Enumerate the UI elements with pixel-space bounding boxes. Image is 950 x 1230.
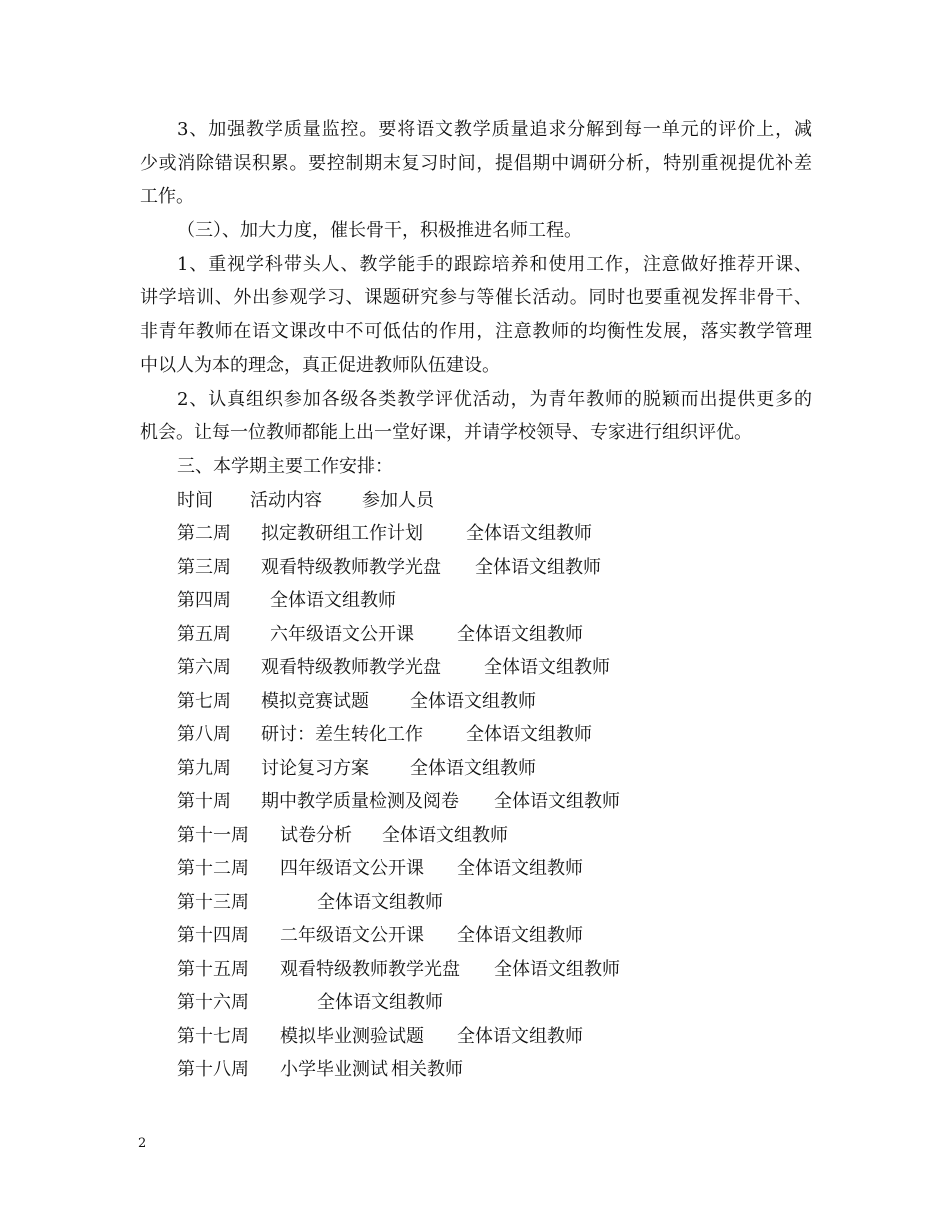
document-body xyxy=(140,113,812,1087)
paragraph-line: 3、加强教学质量监控。要将语文教学质量追求分解到每一单元的评价上，减 xyxy=(177,119,812,140)
schedule-table xyxy=(140,484,812,1087)
schedule-week: 第二周 xyxy=(177,523,231,545)
schedule-row xyxy=(140,852,812,886)
schedule-activity: 模拟竞赛试题 xyxy=(261,690,369,712)
schedule-week: 第七周 xyxy=(177,690,231,712)
paragraph-line: 2、认真组织参加各级各类教学评优活动，为青年教师的脱颖而出提供更多的 xyxy=(177,388,812,410)
schedule-activity: 观看特级教师教学光盘 xyxy=(261,657,441,679)
schedule-week: 第十二周 xyxy=(177,858,249,880)
schedule-week: 第九周 xyxy=(177,757,231,779)
schedule-week: 第十七周 xyxy=(177,1025,249,1047)
schedule-row xyxy=(140,752,812,786)
schedule-week: 第六周 xyxy=(177,657,231,679)
section-heading: （三）、加大力度，催长骨干，积极推进名师工程。 xyxy=(177,220,582,242)
schedule-week: 第十五周 xyxy=(177,958,249,980)
schedule-participants: 全体语文组教师 xyxy=(317,992,443,1014)
schedule-activity: 六年级语文公开课 xyxy=(270,623,414,645)
schedule-participants: 相关教师 xyxy=(391,1059,463,1081)
schedule-activity: 二年级语文公开课 xyxy=(280,925,424,947)
schedule-participants: 全体语文组教师 xyxy=(484,657,610,679)
schedule-row xyxy=(140,819,812,853)
schedule-participants: 全体语文组教师 xyxy=(410,690,536,712)
paragraph-line: 讲学培训、外出参观学习、课题研究参与等催长活动。同时也要重视发挥非骨干、 xyxy=(140,287,812,309)
schedule-participants: 全体语文组教师 xyxy=(317,891,443,913)
schedule-row xyxy=(140,1053,812,1087)
header-time: 时间 xyxy=(177,489,213,511)
schedule-row xyxy=(140,919,812,953)
schedule-row xyxy=(140,517,812,551)
schedule-week: 第十六周 xyxy=(177,992,249,1014)
schedule-participants: 全体语文组教师 xyxy=(466,724,592,746)
schedule-row xyxy=(140,651,812,685)
schedule-participants: 全体语文组教师 xyxy=(475,556,601,578)
schedule-participants: 全体语文组教师 xyxy=(457,1025,583,1047)
paragraph-line: 工作。 xyxy=(140,186,194,208)
schedule-row xyxy=(140,886,812,920)
schedule-activity: 模拟毕业测验试题 xyxy=(280,1025,424,1047)
schedule-week: 第四周 xyxy=(177,590,231,612)
schedule-week: 第十周 xyxy=(177,791,231,813)
schedule-week: 第五周 xyxy=(177,623,231,645)
schedule-row xyxy=(140,584,812,618)
paragraph-line: 1、重视学科带头人、教学能手的跟踪培养和使用工作，注意做好推荐开课、 xyxy=(177,253,812,275)
header-activity: 活动内容 xyxy=(250,489,322,511)
schedule-participants: 全体语文组教师 xyxy=(457,623,583,645)
schedule-participants: 全体语文组教师 xyxy=(494,958,620,980)
schedule-row xyxy=(140,1020,812,1054)
schedule-header-row xyxy=(140,484,812,518)
paragraph-line: 非青年教师在语文课改中不可低估的作用，注意教师的均衡性发展，落实教学管理 xyxy=(140,321,812,343)
schedule-row xyxy=(140,551,812,585)
schedule-row xyxy=(140,986,812,1020)
schedule-row xyxy=(140,785,812,819)
schedule-row xyxy=(140,953,812,987)
schedule-participants: 全体语文组教师 xyxy=(270,590,396,612)
schedule-row xyxy=(140,685,812,719)
schedule-activity: 小学毕业测试 xyxy=(280,1059,388,1081)
section-heading: 三、本学期主要工作安排： xyxy=(177,455,393,477)
paragraph-line: 机会。让每一位教师都能上出一堂好课，并请学校领导、专家进行组织评优。 xyxy=(140,422,752,444)
schedule-row xyxy=(140,718,812,752)
schedule-week: 第三周 xyxy=(177,556,231,578)
schedule-activity: 讨论复习方案 xyxy=(261,757,369,779)
schedule-participants: 全体语文组教师 xyxy=(466,523,592,545)
schedule-participants: 全体语文组教师 xyxy=(494,791,620,813)
schedule-activity: 观看特级教师教学光盘 xyxy=(261,556,441,578)
schedule-row xyxy=(140,618,812,652)
schedule-week: 第八周 xyxy=(177,724,231,746)
schedule-activity: 试卷分析 xyxy=(280,824,352,846)
schedule-rows xyxy=(140,517,812,1087)
paragraph-line: 少或消除错误积累。要控制期末复习时间，提倡期中调研分析，特别重视提优补差 xyxy=(140,152,812,174)
schedule-activity: 研讨：差生转化工作 xyxy=(261,724,423,746)
header-participants: 参加人员 xyxy=(362,489,434,511)
schedule-activity: 观看特级教师教学光盘 xyxy=(280,958,460,980)
schedule-week: 第十四周 xyxy=(177,925,249,947)
schedule-week: 第十一周 xyxy=(177,824,249,846)
schedule-participants: 全体语文组教师 xyxy=(410,757,536,779)
schedule-week: 第十三周 xyxy=(177,891,249,913)
paragraph-line: 中以人为本的理念，真正促进教师队伍建设。 xyxy=(140,354,500,376)
schedule-activity: 四年级语文公开课 xyxy=(280,858,424,880)
schedule-participants: 全体语文组教师 xyxy=(382,824,508,846)
schedule-week: 第十八周 xyxy=(177,1059,249,1081)
schedule-participants: 全体语文组教师 xyxy=(457,925,583,947)
schedule-activity: 拟定教研组工作计划 xyxy=(261,523,423,545)
schedule-participants: 全体语文组教师 xyxy=(457,858,583,880)
page-number: 2 xyxy=(138,1136,147,1151)
schedule-activity: 期中教学质量检测及阅卷 xyxy=(261,791,459,813)
